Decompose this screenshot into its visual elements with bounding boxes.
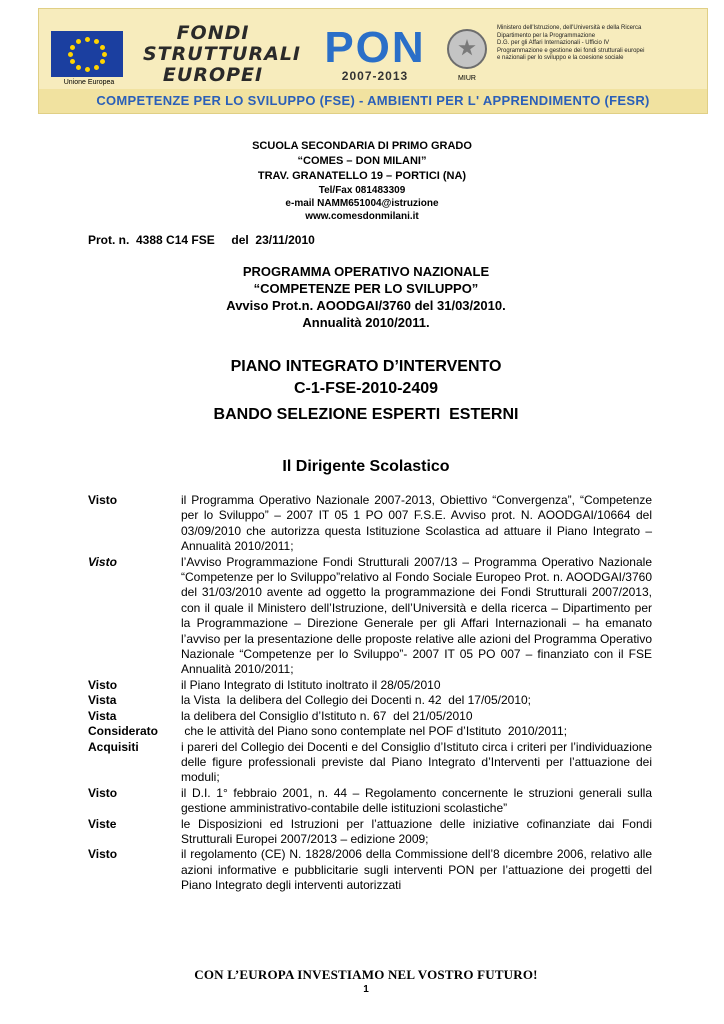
- piano-block: [0, 356, 724, 400]
- programma-title: PROGRAMMA OPERATIVO NAZIONALE: [242, 264, 490, 279]
- school-type: SCUOLA SECONDARIA DI PRIMO GRADO: [252, 140, 472, 152]
- bando-title: BANDO SELEZIONE ESPERTI ESTERNI: [213, 406, 519, 423]
- list-item: [88, 817, 652, 848]
- school-address: TRAV. GRANATELLO 19 – PORTICI (NA): [257, 170, 467, 182]
- eu-caption: Unione Europea: [63, 79, 115, 86]
- school-website: www.comesdonmilani.it: [305, 211, 419, 222]
- item-label: Vista: [88, 693, 117, 708]
- item-label: Visto: [88, 677, 118, 692]
- ministry-line: D.G. per gli Affari Internazionali - Ufficio IV: [497, 40, 610, 46]
- school-header: [0, 139, 724, 223]
- list-item: [88, 493, 652, 555]
- footer-motto: CON L’EUROPA INVESTIAMO NEL VOSTRO FUTURO!: [194, 967, 538, 982]
- list-item: [88, 555, 652, 678]
- item-text: il regolamento (CE) N. 1828/2006 della Commissione dell’8 dicembre 2006, relativo alle azioni informative e pubblicitarie sugli interventi PON per l’attuazione dei progetti del Piano Integrato degli interventi autorizzati: [181, 847, 652, 893]
- item-label: Visto: [88, 847, 118, 862]
- programma-subtitle: “COMPETENZE PER LO SVILUPPO”: [253, 281, 479, 296]
- school-email: e-mail NAMM651004@istruzione: [285, 198, 439, 209]
- banner-strip: COMPETENZE PER LO SVILUPPO (FSE) - AMBIENTI PER L' APPRENDIMENTO (FESR): [39, 89, 707, 113]
- pon-word: PON: [324, 23, 426, 72]
- fondi-line: STRUTTURALI: [143, 43, 301, 65]
- item-text: la delibera del Consiglio d’Istituto n. 67 del 21/05/2010: [181, 708, 473, 723]
- ministry-line: Programmazione e gestione dei fondi strutturali europei: [497, 47, 645, 54]
- programma-avviso: Avviso Prot.n. AOODGAI/3760 del 31/03/2010.: [226, 298, 506, 313]
- programma-block: [0, 263, 724, 331]
- list-item: [88, 740, 652, 786]
- fondi-line: EUROPEI: [162, 64, 264, 86]
- item-label: Acquisiti: [88, 739, 139, 754]
- programma-annualita: Annualità 2010/2011.: [302, 315, 430, 330]
- item-text: il Programma Operativo Nazionale 2007-2013, Obiettivo “Convergenza”, “Competenze per lo Sviluppo” – 2007 IT 05 1 PO 007 F.S.E. Avviso prot. N. AOODGAI/10664 del 03/09/2010 che autorizza questa Istituzione Scolastica ad attuare il Piano Integrato – Annualità 2010/2011;: [181, 493, 652, 554]
- list-item: [88, 786, 652, 817]
- item-label: Vista: [88, 708, 117, 723]
- header-banner: [38, 8, 708, 114]
- school-name: “COMES – DON MILANI”: [297, 155, 427, 167]
- page-number: 1: [363, 984, 369, 995]
- item-text: il Piano Integrato di Istituto inoltrato il 28/05/2010: [181, 677, 441, 692]
- list-item: [88, 678, 652, 693]
- item-label: Visto: [88, 554, 117, 569]
- ministry-line: e nazionali per lo sviluppo e la coesione sociale: [497, 55, 624, 61]
- item-text: l’Avviso Programmazione Fondi Strutturali 2007/13 – Programma Operativo Nazionale “Competenze per lo Sviluppo”relativo al Fondo Sociale Europeo Prot. n. AOODGAI/3760 del 31/03/2010 avente ad oggetto la programmazione dei Fondi Strutturali 2007/2013, con il quale il Ministero dell’Istruzione, dell’Università e della ricerca – Dipartimento per la Programmazione – Direzione Generale per gli Affari Internazionali – ha emanato l’avviso per la presentazione delle proposte relative alle azioni del Programma Operativo Nazionale “Competenze per lo Sviluppo”- 2007 IT 05 PO 007 – finanziato con il FSE Annualità 2010/2011;: [181, 554, 652, 677]
- list-item: [88, 724, 652, 739]
- ministry-line: Dipartimento per la Programmazione: [497, 32, 596, 39]
- banner-logos-area: [39, 9, 707, 89]
- ministry-text: [497, 25, 703, 63]
- pon-logo: [301, 25, 449, 81]
- item-label: Considerato: [88, 724, 159, 739]
- eu-flag-icon: [51, 31, 123, 77]
- item-label: Visto: [88, 785, 118, 800]
- list-item: [88, 847, 652, 893]
- school-phone: Tel/Fax 081483309: [318, 185, 406, 196]
- protocol-line: Prot. n. 4388 C14 FSE del 23/11/2010: [88, 233, 315, 247]
- item-text: che le attività del Piano sono contemplate nel POF d’Istituto 2010/2011;: [181, 724, 568, 739]
- pon-years: 2007-2013: [341, 69, 409, 83]
- italian-republic-emblem-icon: [447, 29, 487, 69]
- miur-caption: MIUR: [458, 75, 476, 82]
- item-text: i pareri del Collegio dei Docenti e del Consiglio d’Istituto circa i criteri per l’individuazione delle figure professionali previste dal Piano Integrato d’Interventi per l’attuazione dei moduli;: [181, 739, 652, 785]
- list-item: [88, 709, 652, 724]
- piano-code: C-1-FSE-2010-2409: [293, 380, 439, 397]
- item-label: Viste: [88, 816, 117, 831]
- document-body: [88, 493, 652, 894]
- piano-title: PIANO INTEGRATO D’INTERVENTO: [230, 358, 502, 375]
- dirigente-heading: Il Dirigente Scolastico: [282, 458, 450, 475]
- fondi-line: FONDI: [176, 22, 250, 44]
- item-label: Visto: [88, 493, 118, 507]
- fondi-strutturali-logo: [143, 22, 301, 86]
- item-text: la Vista la delibera del Collegio dei Docenti n. 42 del 17/05/2010;: [181, 693, 532, 708]
- item-text: le Disposizioni ed Istruzioni per l’attuazione delle iniziative cofinanziate dai Fondi Strutturali Europei 2007/2013 – edizione 2009;: [181, 816, 652, 846]
- list-item: [88, 693, 652, 708]
- item-text: il D.I. 1° febbraio 2001, n. 44 – Regolamento concernente le struzioni generali sulla gestione amministrativo-contabile delle istituzioni scolastiche”: [181, 785, 652, 816]
- ministry-line: Ministero dell'Istruzione, dell'Università e della Ricerca: [497, 25, 642, 31]
